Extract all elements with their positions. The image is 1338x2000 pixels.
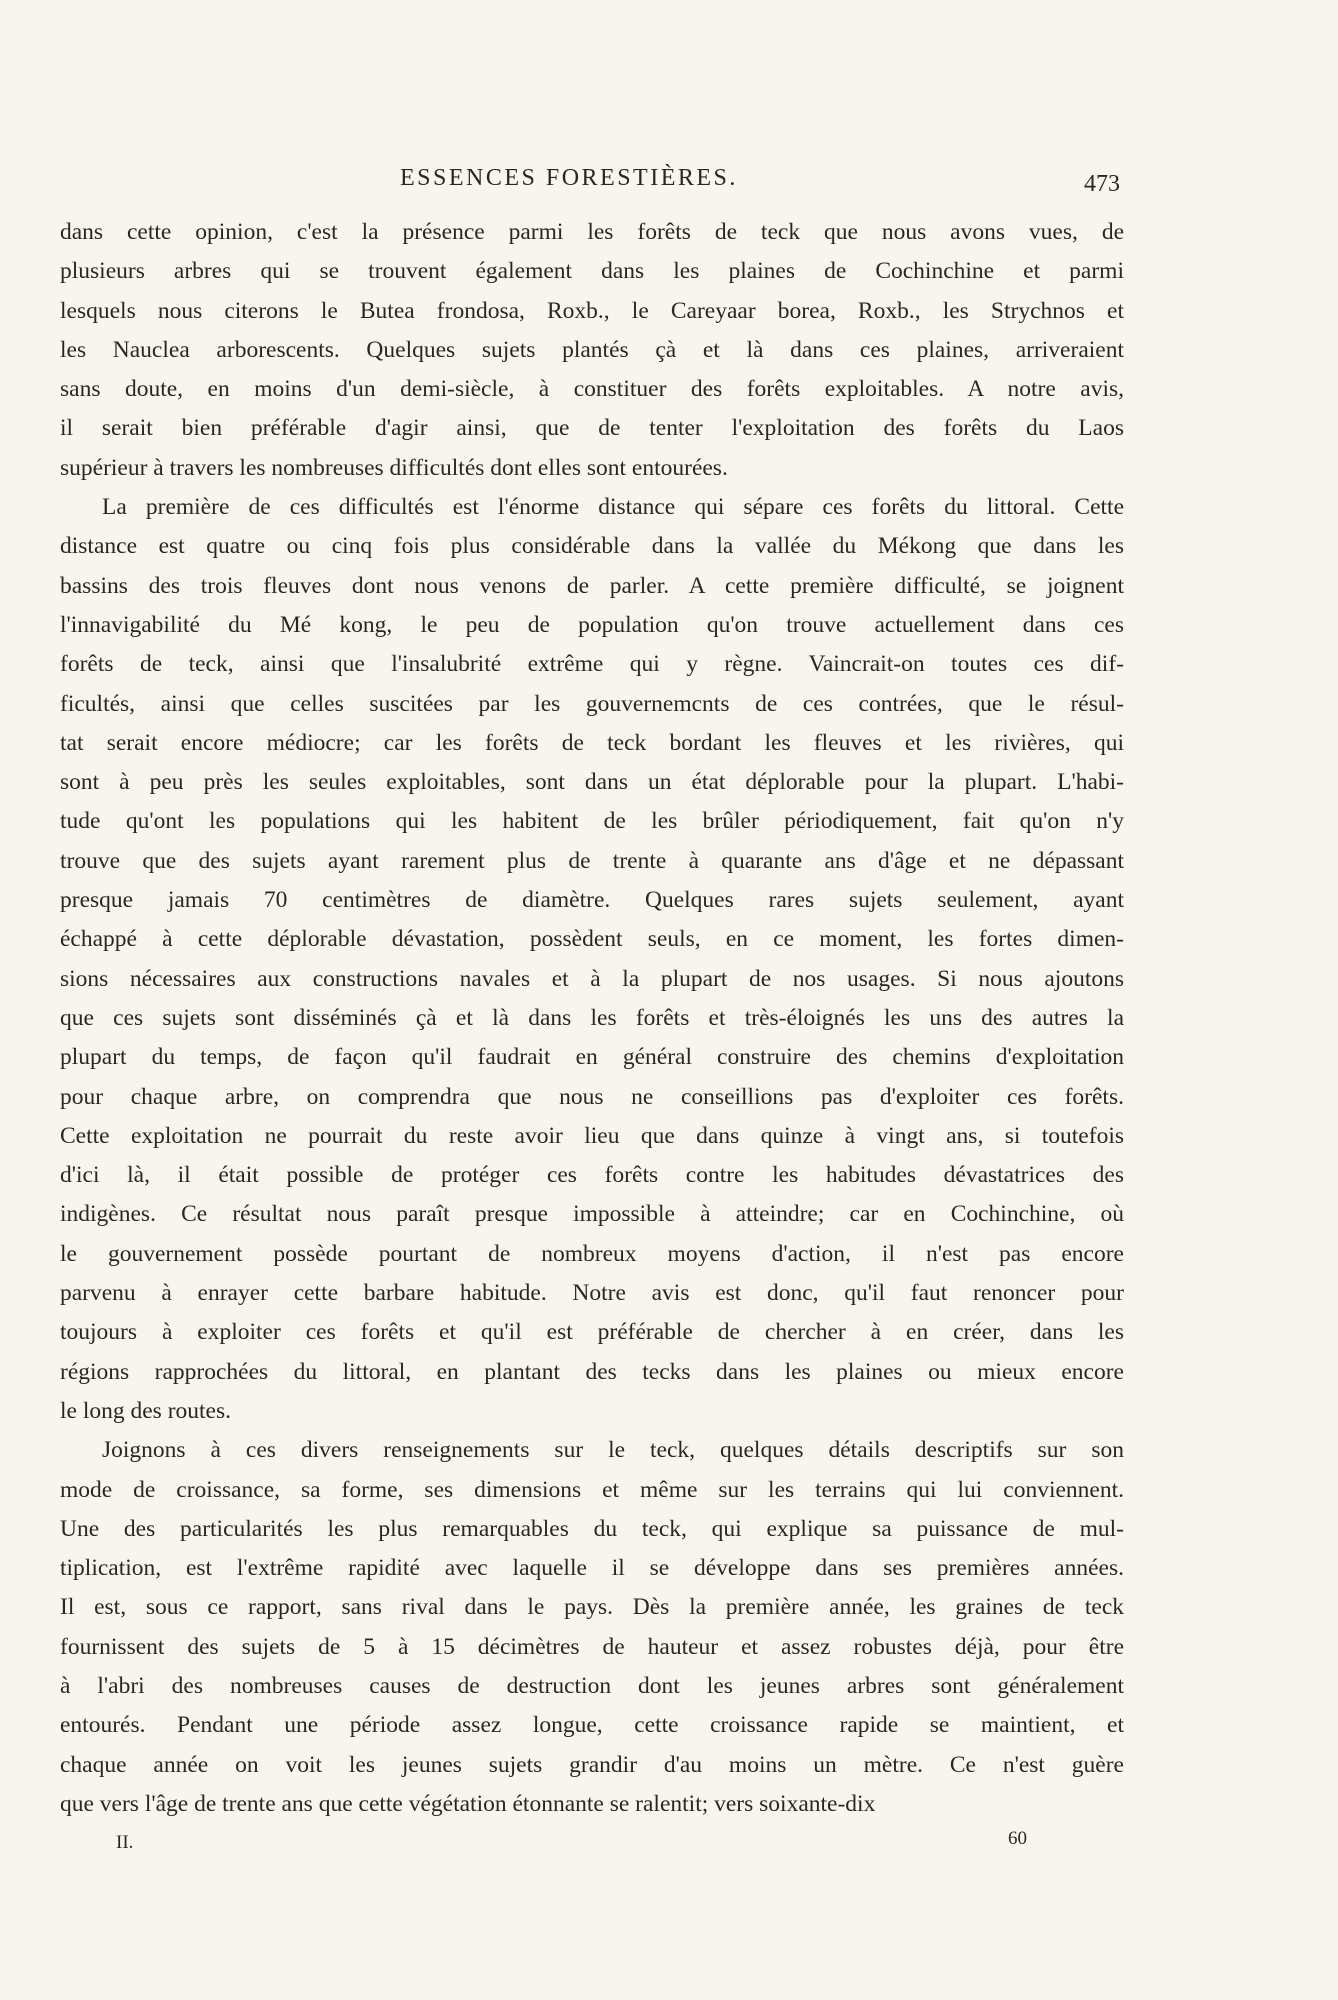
text-line: il serait bien préférable d'agir ainsi, que de tenter l'exploitation des forêts du Laos — [60, 415, 1124, 442]
text-line: sont à peu près les seules exploitables, sont dans un état déplorable pour la plupart. L'habi- — [60, 769, 1124, 796]
text-line: chaque année on voit les jeunes sujets grandir d'au moins un mètre. Ce n'est guère — [60, 1751, 1124, 1778]
text-line: tude qu'ont les populations qui les habitent de les brûler périodiquement, fait qu'on n'y — [60, 808, 1124, 835]
page-footer — [60, 1828, 1124, 1862]
paragraph — [60, 213, 1124, 488]
text-line: La première de ces difficultés est l'énorme distance qui sépare ces forêts du littoral. Cette — [102, 494, 1124, 521]
text-line: dans cette opinion, c'est la présence parmi les forêts de teck que nous avons vues, de — [60, 219, 1124, 245]
text-line: tat serait encore médiocre; car les forêts de teck bordant les fleuves et les rivières, qui — [60, 729, 1124, 756]
text-line: les Nauclea arborescents. Quelques sujets plantés çà et là dans ces plaines, arriveraient — [60, 336, 1124, 363]
running-title: ESSENCES FORESTIÈRES. — [400, 165, 738, 191]
text-line: l'innavigabilité du Mé kong, le peu de population qu'on trouve actuellement dans ces — [60, 611, 1124, 638]
text-line: sions nécessaires aux constructions navales et à la plupart de nos usages. Si nous ajoutons — [60, 965, 1124, 992]
page-header — [60, 165, 1120, 205]
signature-mark: II. — [116, 1832, 134, 1853]
text-line: le gouvernement possède pourtant de nombreux moyens d'action, il n'est pas encore — [60, 1240, 1124, 1267]
text-line: bassins des trois fleuves dont nous venons de parler. A cette première difficulté, se joignent — [60, 572, 1124, 599]
text-line: régions rapprochées du littoral, en plantant des tecks dans les plaines ou mieux encore — [60, 1358, 1124, 1385]
text-line: tiplication, est l'extrême rapidité avec laquelle il se développe dans ses premières années. — [60, 1555, 1124, 1582]
text-line: supérieur à travers les nombreuses difficultés dont elles sont entourées. — [60, 454, 728, 481]
text-line: d'ici là, il était possible de protéger ces forêts contre les habitudes dévastatrices des — [60, 1162, 1124, 1189]
text-line: Une des particularités les plus remarquables du teck, qui explique sa puissance de mul- — [60, 1515, 1124, 1542]
text-line: sans doute, en moins d'un demi-siècle, à constituer des forêts exploitables. A notre avis, — [60, 376, 1124, 403]
text-line: trouve que des sujets ayant rarement plus de trente à quarante ans d'âge et ne dépassant — [60, 847, 1124, 874]
text-line: Cette exploitation ne pourrait du reste avoir lieu que dans quinze à vingt ans, si toutefois — [60, 1122, 1124, 1149]
text-line: ficultés, ainsi que celles suscitées par les gouvernemcnts de ces contrées, que le résul- — [60, 690, 1124, 717]
sheet-number: 60 — [1008, 1828, 1027, 1849]
text-line: Il est, sous ce rapport, sans rival dans le pays. Dès la première année, les graines de teck — [60, 1594, 1124, 1621]
paragraph — [60, 1431, 1124, 1824]
text-line: plupart du temps, de façon qu'il faudrait en général construire des chemins d'exploitation — [60, 1044, 1124, 1071]
text-line: plusieurs arbres qui se trouvent également dans les plaines de Cochinchine et parmi — [60, 258, 1124, 285]
text-line: lesquels nous citerons le Butea frondosa, Roxb., le Careyaar borea, Roxb., les Strychnos et — [60, 297, 1124, 324]
text-line: toujours à exploiter ces forêts et qu'il est préférable de chercher à en créer, dans les — [60, 1319, 1124, 1346]
text-line: distance est quatre ou cinq fois plus considérable dans la vallée du Mékong que dans les — [60, 533, 1124, 560]
text-line: indigènes. Ce résultat nous paraît presque impossible à atteindre; car en Cochinchine, où — [60, 1201, 1124, 1228]
body-text — [60, 213, 1124, 1824]
paragraph — [60, 488, 1124, 1431]
text-line: pour chaque arbre, on comprendra que nous ne conseillions pas d'exploiter ces forêts. — [60, 1083, 1124, 1110]
text-line: forêts de teck, ainsi que l'insalubrité extrême qui y règne. Vaincrait-on toutes ces dif- — [60, 651, 1124, 678]
text-line: entourés. Pendant une période assez longue, cette croissance rapide se maintient, et — [60, 1712, 1124, 1739]
text-line: presque jamais 70 centimètres de diamètre. Quelques rares sujets seulement, ayant — [60, 887, 1124, 914]
text-line: fournissent des sujets de 5 à 15 décimètres de hauteur et assez robustes déjà, pour être — [60, 1633, 1124, 1660]
text-line: à l'abri des nombreuses causes de destruction dont les jeunes arbres sont généralement — [60, 1672, 1124, 1699]
page-number: 473 — [1084, 171, 1120, 197]
text-line: échappé à cette déplorable dévastation, possèdent seuls, en ce moment, les fortes dimen- — [60, 926, 1124, 953]
text-line: que vers l'âge de trente ans que cette végétation étonnante se ralentit; vers soixante-dix — [60, 1790, 876, 1817]
text-line: que ces sujets sont disséminés çà et là dans les forêts et très-éloignés les uns des autres la — [60, 1004, 1124, 1031]
text-line: parvenu à enrayer cette barbare habitude. Notre avis est donc, qu'il faut renoncer pour — [60, 1280, 1124, 1307]
text-line: mode de croissance, sa forme, ses dimensions et même sur les terrains qui lui conviennent. — [60, 1476, 1124, 1503]
text-line: le long des routes. — [60, 1397, 231, 1424]
text-line: Joignons à ces divers renseignements sur le teck, quelques détails descriptifs sur son — [102, 1437, 1124, 1464]
